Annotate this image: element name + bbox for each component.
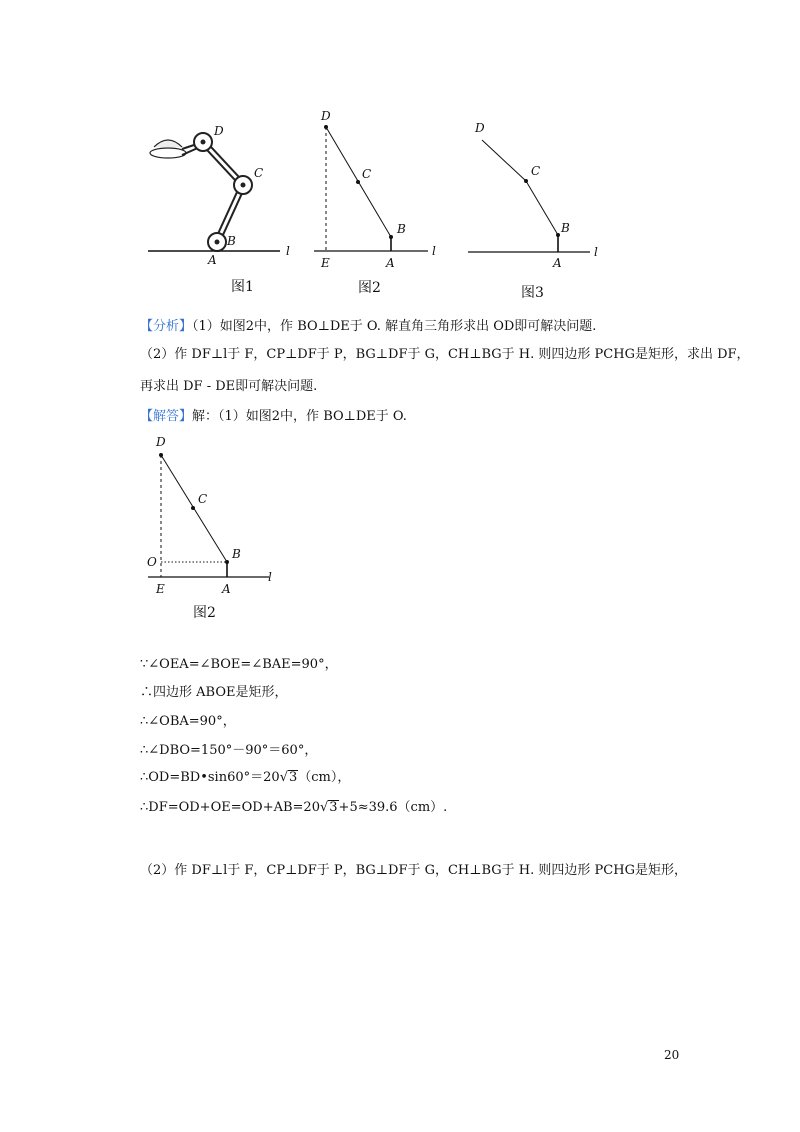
figure-4-caption: 图2 [193,605,216,621]
fig2-label-l: l [432,244,436,258]
figure-3-drawing [465,117,615,287]
sqrt-symbol-icon: √ [319,800,329,815]
lamp-head-icon [150,140,200,158]
fig2-label-A: A [386,256,395,270]
fig1-label-A: A [208,253,217,267]
fig2-label-C: C [362,167,372,181]
step-6-radicand: 3 [329,800,338,815]
fig1-label-D: D [214,124,224,138]
step-5-text: ∴OD=BD•sin60°＝20 [140,770,280,785]
step-1: ∵∠OEA=∠BOE=∠BAE=90°， [140,657,338,672]
step-2: ∴四边形 ABOE是矩形， [140,685,288,700]
figure-2 [310,108,450,278]
figure-1-caption: 图1 [231,279,254,295]
figure-2-drawing [310,108,450,278]
page-number: 20 [664,1048,680,1062]
analysis-text-1: （1）如图2中，作 BO⊥DE于 O. 解直角三角形求出 OD即可解决问题. [192,319,597,334]
fig3-label-D: D [475,121,485,135]
fig4-label-O: O [147,555,157,569]
solution-intro: 解：（1）如图2中，作 BO⊥DE于 O. [192,409,407,424]
solution-tag: 【解答】 [140,409,193,424]
figure-4-drawing [145,432,285,602]
fig4-label-l: l [268,570,272,584]
part-2-line: （2）作 DF⊥l于 F，CP⊥DF于 P，BG⊥DF于 G，CH⊥BG于 H. 则四边形 PCHG是矩形， [140,863,687,878]
fig1-label-l: l [286,244,290,258]
fig4-label-E: E [156,582,165,596]
figure-3 [465,117,615,287]
step-6 [140,799,447,817]
fig1-label-C: C [254,166,264,180]
fig3-label-B: B [561,221,570,235]
fig4-label-C: C [198,492,208,506]
analysis-line-1 [140,318,596,336]
fig2-label-E: E [321,256,330,270]
analysis-line-2: （2）作 DF⊥l于 F，CP⊥DF于 P，BG⊥DF于 G，CH⊥BG于 H. 则四边形 PCHG是矩形，求出 DF， [140,347,750,362]
solution-line [140,408,407,426]
step-6-result: +5≈39.6（cm）. [338,800,448,815]
fig4-label-D: D [156,435,166,449]
step-3: ∴∠OBA=90°， [140,714,236,729]
figure-2-caption: 图2 [358,280,381,296]
step-5-unit: （cm）， [298,770,351,785]
fig3-label-C: C [531,164,541,178]
step-4: ∴∠DBO=150°－90°＝60°， [140,743,318,758]
fig1-label-B: B [227,234,236,248]
fig3-label-A: A [553,256,562,270]
sqrt-symbol-icon: √ [279,770,288,785]
fig2-label-D: D [321,109,331,123]
figure-3-caption: 图3 [521,285,544,301]
fig3-label-l: l [594,245,598,259]
fig2-label-B: B [397,222,406,236]
step-6-text: ∴DF=OD+OE=OD+AB=20 [140,800,320,815]
step-5-radicand: 3 [288,770,298,785]
analysis-tag: 【分析】 [140,319,193,334]
analysis-line-3: 再求出 DF - DE即可解决问题. [140,379,318,394]
figure-4 [145,432,285,602]
figure-1-drawing [140,125,300,295]
step-5 [140,769,350,787]
figure-1 [140,125,300,295]
fig4-label-A: A [222,582,231,596]
fig4-label-B: B [232,547,241,561]
